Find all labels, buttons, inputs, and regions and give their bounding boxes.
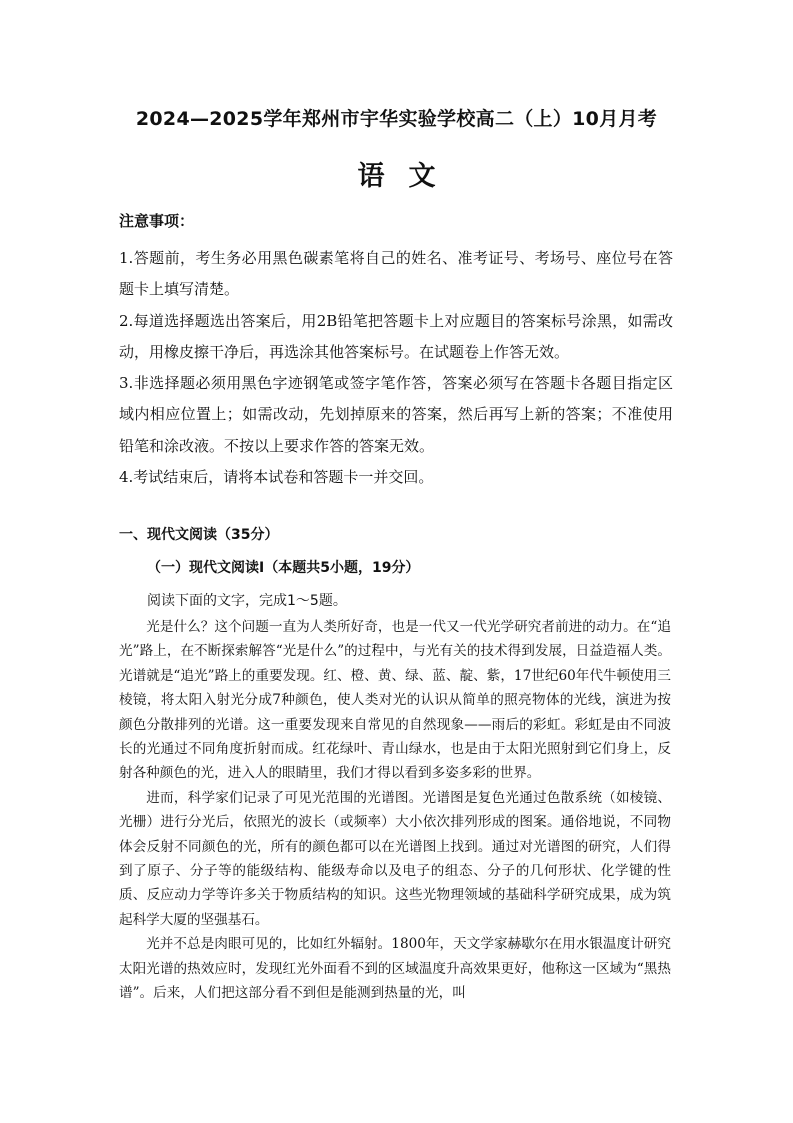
subsection-heading: （一）现代文阅读Ⅰ（本题共5小题，19分） [147,560,420,576]
notice-heading: 注意事项： [119,212,195,230]
passage-paragraph: 进而，科学家们记录了可见光范围的光谱图。光谱图是复色光通过色散系统（如棱镜、光栅）进行分光后，依照光的波长（或频率）大小依次排列形成的图案。通俗地说，不同物体会反射不同颜色的光，所有的颜色都可以在光谱图上找到。通过对光谱图的研究，人们得到了原子、分子等的能级结构、能级寿命以及电子的组态、分子的几何形状、化学键的性质、反应动力学等许多关于物质结构的知识。这些光物理领域的基础科学研究成果，成为筑起科学大厦的坚强基石。 [119,789,671,928]
reading-instruction: 阅读下面的文字，完成1～5题。 [147,593,347,609]
subject-title: 语文 [357,161,460,192]
notice-item: 1.答题前，考生务必用黑色碳素笔将自己的姓名、准考证号、考场号、座位号在答题卡上填写清楚。 [119,249,673,299]
notice-item: 4.考试结束后，请将本试卷和答题卡一并交回。 [119,468,434,487]
exam-title: 2024—2025学年郑州市宇华实验学校高二（上）10月月考 [135,108,658,130]
passage-paragraph: 光并不总是肉眼可见的，比如红外辐射。1800年，天文学家赫歇尔在用水银温度计研究太阳光谱的热效应时，发现红光外面看不到的区域温度升高效果更好，他称这一区域为“黑热谱”。后来，人们把这部分看不到但是能测到热量的光，叫 [119,936,671,1002]
section-heading: 一、现代文阅读（35分） [119,527,279,543]
notice-item: 2.每道选择题选出答案后，用2B铅笔把答题卡上对应题目的答案标号涂黑，如需改动，用橡皮擦干净后，再选涂其他答案标号。在试题卷上作答无效。 [119,311,673,361]
passage-paragraph: 光是什么？这个问题一直为人类所好奇，也是一代又一代光学研究者前进的动力。在“追光”路上，在不断探索解答“光是什么”的过程中，与光有关的技术得到发展，日益造福人类。光谱就是“追光”路上的重要发现。红、橙、黄、绿、蓝、靛、紫，17世纪60年代牛顿使用三棱镜，将太阳入射光分成7种颜色，使人类对光的认识从简单的照亮物体的光线，演进为按颜色分散排列的光谱。这一重要发现来自常见的自然现象——雨后的彩虹。彩虹是由不同波长的光通过不同角度折射而成。红花绿叶、青山绿水，也是由于太阳光照射到它们身上，反射各种颜色的光，进入人的眼睛里，我们才得以看到多姿多彩的世界。 [119,619,671,782]
notice-item: 3.非选择题必须用黑色字迹钢笔或签字笔作答，答案必须写在答题卡各题目指定区域内相应位置上；如需改动，先划掉原来的答案，然后再写上新的答案；不准使用铅笔和涂改液。不按以上要求作答的答案无效。 [119,374,673,455]
notice-list [119,243,673,493]
reading-passage [119,615,671,1006]
